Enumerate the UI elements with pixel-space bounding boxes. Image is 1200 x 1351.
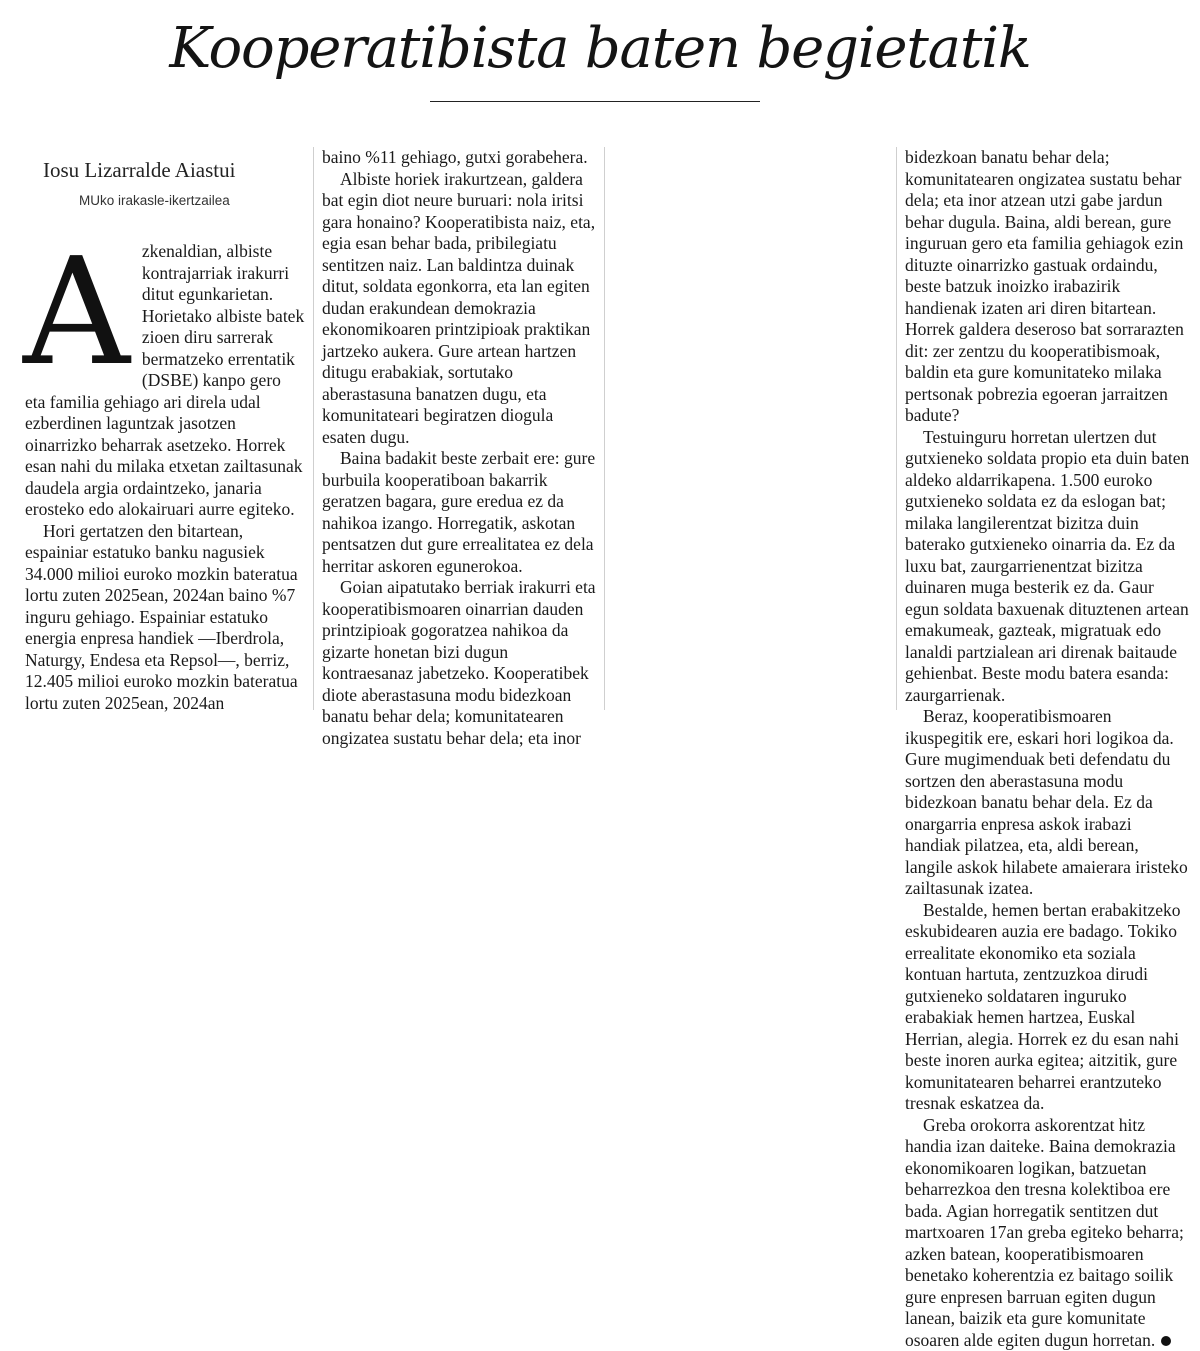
end-mark-icon [1161, 1336, 1171, 1346]
paragraph: Bestalde, hemen bertan erabakitzeko eskubidearen auzia ere badago. Tokiko errealitate ekonomiko eta soziala kontuan hartuta, zentzuzkoa dirudi gutxieneko soldataren inguruko erabakiak hemen hartzea, Euskal Herrian, alegia. Horrek ez du esan nahi beste inoren aurka egitea; aitzitik, gure komunitatearen beharrei erantzuteko tresnak eskatzea da. [905, 900, 1190, 1115]
column-separator [896, 147, 897, 710]
column-3 [613, 147, 888, 710]
paragraph: Hori gertatzen den bitartean, espainiar estatuko banku nagusiek 34.000 milioi euroko mozkin bateratua lortu zuten 2025ean, 2024an baino %7 inguru gehiago. Espainiar estatuko energia enpresa handiek —Iberdrola, Naturgy, Endesa eta Repsol—, berriz, 12.405 milioi euroko mozkin bateratua lortu zuten 2025ean, 2024an [25, 521, 305, 715]
title-rule [430, 101, 760, 102]
column-separator [313, 147, 314, 710]
column-2 [322, 147, 597, 710]
author-role: MUko irakasle-ikertzailea [79, 191, 305, 211]
paragraph: Testuinguru horretan ulertzen dut gutxieneko soldata propio eta duin baten aldeko aldarrikapena. 1.500 euroko gutxieneko soldata ez da eslogan bat; milaka langilerentzat bizitza duin baterako gutxieneko oinarria da. Ez da luxu bat, zaurgarrienentzat bizitza duinaren muga besterik ez da. Gaur egun soldata baxuenak dituztenen artean emakumeak, gazteak, migratuak edo lanaldi partzialean ari direnak baitaude gehienbat. Beste modu batera esanda: zaurgarrienak. [905, 427, 1190, 707]
paragraph: Albiste horiek irakurtzean, galdera bat egin diot neure buruari: nola iritsi gara honaino? Kooperatibista naiz, eta, egia esan behar bada, pribilegiatu sentitzen naiz. Lan baldintza duinak ditut, soldata egonkorra, eta lan egiten dudan erakundean demokrazia ekonomikoaren printzipioak praktikan jartzeko aukera. Gure artean hartzen ditugu erabakiak, sortutako aberastasuna banatzen dugu, eta komunitateari begiratzen diogula esaten dugu. [322, 169, 597, 449]
paragraph: Goian aipatutako berriak irakurri eta kooperatibismoaren oinarrian dauden printzipioak gogoratzea nahikoa da gizarte honetan bizi dugun kontraesanaz jabetzeko. Kooperatibek diote aberastasuna modu bidezkoan banatu behar dela; komunitatearen ongizatea sustatu behar dela; eta inor [322, 577, 597, 749]
paragraph: Greba orokorra askorentzat hitz handia izan daiteke. Baina demokrazia ekonomikoaren logikan, batzuetan beharrezkoa den tresna kolektiboa ere bada. Agian horregatik sentitzen dut martxoaren 17an greba egiteko beharra; azken batean, kooperatibismoaren benetako koherentzia ez baitago soilik gure enpresen barruan egiten dugun lanean, baizik eta gure komunitate osoaren alde egiten dugun horretan. [905, 1115, 1190, 1351]
paragraph: Beraz, kooperatibismoaren ikuspegitik ere, eskari hori logikoa da. Gure mugimenduak beti defendatu du sortzen den aberastasuna modu bidezkoan banatu behar dela. Ez da onargarria enpresa askok irabazi handiak pilatzea, eta, aldi berean, langile askok hilabete amaierara iristeko zailtasunak izatea. [905, 706, 1190, 900]
column-text [905, 147, 1190, 1351]
paragraph: Baina badakit beste zerbait ere: gure burbuila kooperatiboan bakarrik geratzen bagara, gure eredua ez da nahikoa izango. Horregatik, askotan pentsatzen dut gure errealitatea ez dela herritar askoren egunerokoa. [322, 448, 597, 577]
column-1 [25, 147, 305, 710]
drop-cap: A [23, 253, 130, 375]
paragraph: baino %11 gehiago, gutxi gorabehera. [322, 147, 597, 169]
column-text [322, 147, 597, 749]
column-4 [905, 147, 1190, 710]
column-separator [604, 147, 605, 710]
paragraph: bidezkoan banatu behar dela; komunitatearen ongizatea sustatu behar dela; eta inor atzean utzi gabe jardun behar dugula. Baina, aldi berean, gure inguruan gero eta familia gehiagok ezin dituzte oinarrizko gastuak ordaindu, beste batzuk inoizko irabazirik handienak izaten ari diren bitartean. Horrek galdera deseroso bat sorrarazten dit: zer zentzu du kooperatibismoak, baldin eta gure komunitateko milaka pertsonak pobrezia egoeran jarraitzen badute? [905, 147, 1190, 427]
paragraph: zkenaldian, albiste kontrajarriak irakurri ditut egunkarietan. Horietako albiste batek zioen diru sarrerak bermatzeko errentatik (DSBE) kanpo gero eta familia gehiago ari direla udal ezberdinen laguntzak jasotzen oinarrizko beharrak asetzeko. Horrek esan nahi du milaka etxetan zailtasunak daudela argia ordaintzeko, janaria erosteko edo alokairuari aurre egiteko. [25, 241, 305, 521]
article-title: Kooperatibista baten begietatik [0, 10, 1200, 88]
author-name: Iosu Lizarralde Aiastui [43, 155, 305, 185]
